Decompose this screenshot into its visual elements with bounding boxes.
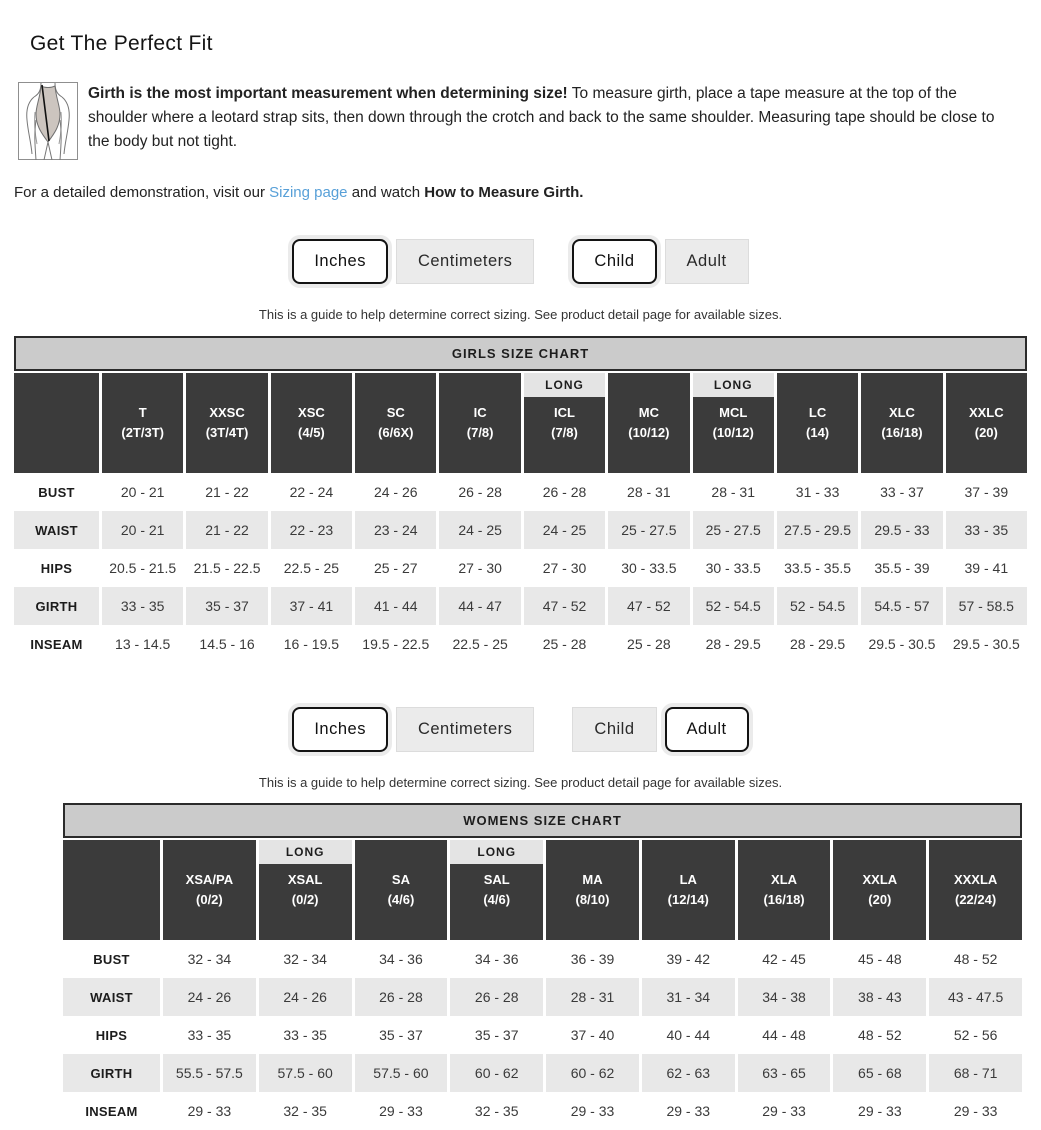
girls-guide-note: This is a guide to help determine correct sizing. See product detail page for available sizes.	[258, 307, 783, 322]
size-cell: 24 - 25	[524, 511, 605, 549]
size-name: XXLC	[968, 404, 1004, 420]
size-cell: 40 - 44	[642, 1016, 735, 1054]
size-cell: 33 - 35	[102, 587, 183, 625]
sizing-page-link[interactable]: Sizing page	[269, 184, 348, 201]
size-cell: 62 - 63	[642, 1054, 735, 1092]
size-cell: 28 - 31	[546, 978, 639, 1016]
long-badge: LONG	[450, 840, 543, 864]
long-badge: LONG	[693, 373, 774, 397]
size-cell: 21 - 22	[186, 473, 267, 511]
size-range: (14)	[806, 425, 830, 440]
header-cell-icl	[524, 373, 605, 473]
size-cell: 33 - 35	[163, 1016, 256, 1054]
size-range: (4/5)	[298, 425, 325, 440]
size-range: (16/18)	[881, 425, 923, 440]
size-cell: 29 - 33	[546, 1092, 639, 1130]
size-cell: 33 - 37	[861, 473, 942, 511]
size-cell: 25 - 27.5	[608, 511, 689, 549]
size-cell: 34 - 38	[738, 978, 831, 1016]
size-cell: 34 - 36	[450, 940, 543, 978]
size-range: (10/12)	[628, 425, 670, 440]
size-range: (16/18)	[763, 892, 805, 907]
size-range: (12/14)	[667, 892, 709, 907]
size-cell: 29.5 - 33	[861, 511, 942, 549]
demo-middle: and watch	[347, 184, 425, 201]
size-name: MA	[582, 871, 603, 887]
size-cell: 35 - 37	[186, 587, 267, 625]
size-cell: 29 - 33	[355, 1092, 448, 1130]
toggle-child-button[interactable]: Child	[572, 239, 656, 284]
size-name: MC	[638, 404, 659, 420]
size-range: (4/6)	[483, 892, 511, 907]
size-cell: 24 - 26	[163, 978, 256, 1016]
size-cell: 13 - 14.5	[102, 625, 183, 663]
size-cell: 21 - 22	[186, 511, 267, 549]
size-range: (22/24)	[955, 892, 997, 907]
size-range: (3T/4T)	[205, 425, 249, 440]
toggle-adult-button[interactable]: Adult	[665, 239, 749, 284]
toggle-adult-button[interactable]: Adult	[665, 707, 749, 752]
size-cell: 60 - 62	[546, 1054, 639, 1092]
girls-toggle-row	[0, 235, 1041, 287]
measure-row	[14, 549, 1027, 587]
row-label: BUST	[14, 473, 99, 511]
size-range: (2T/3T)	[121, 425, 164, 440]
measure-row	[63, 978, 1022, 1016]
size-range: (4/6)	[387, 892, 415, 907]
size-cell: 30 - 33.5	[693, 549, 774, 587]
size-cell: 55.5 - 57.5	[163, 1054, 256, 1092]
size-cell: 21.5 - 22.5	[186, 549, 267, 587]
size-cell: 26 - 28	[450, 978, 543, 1016]
header-cell-xxxla	[929, 840, 1022, 940]
page-title: Get The Perfect Fit	[30, 32, 213, 55]
size-range: (0/2)	[291, 892, 319, 907]
header-cell-lc	[777, 373, 858, 473]
girth-intro-section	[18, 82, 1023, 160]
size-cell: 26 - 28	[524, 473, 605, 511]
size-cell: 54.5 - 57	[861, 587, 942, 625]
header-cell-la	[642, 840, 735, 940]
size-cell: 25 - 28	[524, 625, 605, 663]
header-cell-xxlc	[946, 373, 1027, 473]
size-cell: 24 - 26	[259, 978, 352, 1016]
size-cell: 47 - 52	[524, 587, 605, 625]
size-cell: 63 - 65	[738, 1054, 831, 1092]
size-cell: 22.5 - 25	[271, 549, 352, 587]
size-cell: 35.5 - 39	[861, 549, 942, 587]
size-cell: 44 - 48	[738, 1016, 831, 1054]
size-cell: 28 - 31	[608, 473, 689, 511]
size-range: (7/8)	[551, 425, 578, 440]
size-cell: 35 - 37	[355, 1016, 448, 1054]
size-cell: 14.5 - 16	[186, 625, 267, 663]
size-cell: 52 - 54.5	[693, 587, 774, 625]
size-name: XSA/PA	[185, 871, 234, 887]
size-cell: 28 - 29.5	[777, 625, 858, 663]
measure-row	[63, 940, 1022, 978]
size-cell: 52 - 56	[929, 1016, 1022, 1054]
row-label: WAIST	[14, 511, 99, 549]
size-name: SAL	[483, 871, 510, 887]
size-cell: 26 - 28	[355, 978, 448, 1016]
size-cell: 22 - 24	[271, 473, 352, 511]
size-cell: 28 - 31	[693, 473, 774, 511]
size-range: (0/2)	[196, 892, 223, 907]
size-cell: 34 - 36	[355, 940, 448, 978]
measure-row	[14, 625, 1027, 663]
header-cell-xsal	[259, 840, 352, 940]
womens-guide-note: This is a guide to help determine correct sizing. See product detail page for available sizes.	[258, 775, 783, 790]
size-cell: 20.5 - 21.5	[102, 549, 183, 587]
size-cell: 43 - 47.5	[929, 978, 1022, 1016]
womens-size-chart	[63, 803, 1022, 1130]
size-name: ICL	[554, 404, 575, 420]
size-name: XSC	[298, 404, 325, 420]
toggle-inches-button[interactable]: Inches	[292, 707, 388, 752]
size-cell: 33.5 - 35.5	[777, 549, 858, 587]
size-range: (8/10)	[575, 892, 610, 907]
size-name: XLC	[888, 404, 915, 420]
header-cell-blank	[14, 373, 99, 473]
size-cell: 37 - 39	[946, 473, 1027, 511]
size-cell: 23 - 24	[355, 511, 436, 549]
chart-header-row	[14, 373, 1027, 473]
chart-header-row	[63, 840, 1022, 940]
size-cell: 25 - 27.5	[693, 511, 774, 549]
measure-row	[14, 511, 1027, 549]
size-cell: 32 - 35	[259, 1092, 352, 1130]
row-label: BUST	[63, 940, 160, 978]
size-cell: 68 - 71	[929, 1054, 1022, 1092]
long-badge: LONG	[259, 840, 352, 864]
size-name: XXLA	[862, 871, 898, 887]
size-cell: 52 - 54.5	[777, 587, 858, 625]
size-cell: 29 - 33	[929, 1092, 1022, 1130]
size-cell: 44 - 47	[439, 587, 520, 625]
size-cell: 29 - 33	[163, 1092, 256, 1130]
girth-intro-rest: To measure girth, place a tape measure at the top of the shoulder where a leotard strap sits, then down through the crotch and back to the same shoulder. Measuring tape should be close to the body but not tight.	[88, 85, 995, 151]
size-cell: 27 - 30	[524, 549, 605, 587]
size-cell: 24 - 25	[439, 511, 520, 549]
size-cell: 28 - 29.5	[693, 625, 774, 663]
size-range: (20)	[868, 892, 892, 907]
size-cell: 37 - 40	[546, 1016, 639, 1054]
size-cell: 26 - 28	[439, 473, 520, 511]
toggle-centimeters-button[interactable]: Centimeters	[396, 239, 534, 284]
size-cell: 39 - 41	[946, 549, 1027, 587]
toggle-child-button[interactable]: Child	[572, 707, 656, 752]
size-cell: 29 - 33	[738, 1092, 831, 1130]
size-name: XXSC	[209, 404, 245, 420]
size-cell: 37 - 41	[271, 587, 352, 625]
header-cell-sc	[355, 373, 436, 473]
size-name: XSAL	[287, 871, 323, 887]
size-name: MCL	[719, 404, 748, 420]
size-range: (10/12)	[712, 425, 754, 440]
measure-row	[63, 1092, 1022, 1130]
header-cell-xlc	[861, 373, 942, 473]
size-cell: 19.5 - 22.5	[355, 625, 436, 663]
size-cell: 45 - 48	[833, 940, 926, 978]
row-label: INSEAM	[63, 1092, 160, 1130]
womens-toggle-row	[0, 703, 1041, 755]
size-cell: 27 - 30	[439, 549, 520, 587]
size-cell: 16 - 19.5	[271, 625, 352, 663]
size-cell: 27.5 - 29.5	[777, 511, 858, 549]
size-cell: 57.5 - 60	[355, 1054, 448, 1092]
leotard-measure-icon	[18, 82, 78, 160]
header-cell-mc	[608, 373, 689, 473]
header-cell-t	[102, 373, 183, 473]
size-range: (6/6X)	[378, 425, 414, 440]
size-cell: 32 - 34	[259, 940, 352, 978]
measure-row	[14, 587, 1027, 625]
size-cell: 31 - 33	[777, 473, 858, 511]
header-cell-xxsc	[186, 373, 267, 473]
header-cell-mcl	[693, 373, 774, 473]
size-cell: 20 - 21	[102, 473, 183, 511]
size-cell: 48 - 52	[929, 940, 1022, 978]
size-name: LA	[679, 871, 697, 887]
size-cell: 30 - 33.5	[608, 549, 689, 587]
header-cell-sa	[355, 840, 448, 940]
size-cell: 36 - 39	[546, 940, 639, 978]
size-name: T	[138, 404, 147, 420]
girth-intro-bold: Girth is the most important measurement when determining size!	[88, 85, 568, 102]
size-cell: 57.5 - 60	[259, 1054, 352, 1092]
row-label: INSEAM	[14, 625, 99, 663]
header-cell-ma	[546, 840, 639, 940]
size-name: LC	[808, 404, 827, 420]
size-name: XXXLA	[953, 871, 998, 887]
chart-title: WOMENS SIZE CHART	[63, 803, 1022, 838]
row-label: GIRTH	[14, 587, 99, 625]
size-cell: 32 - 35	[450, 1092, 543, 1130]
header-cell-sal	[450, 840, 543, 940]
measure-row	[14, 473, 1027, 511]
size-cell: 39 - 42	[642, 940, 735, 978]
size-cell: 32 - 34	[163, 940, 256, 978]
size-cell: 31 - 34	[642, 978, 735, 1016]
size-cell: 25 - 27	[355, 549, 436, 587]
size-name: SC	[386, 404, 405, 420]
size-cell: 48 - 52	[833, 1016, 926, 1054]
header-cell-xxla	[833, 840, 926, 940]
size-cell: 42 - 45	[738, 940, 831, 978]
girls-size-chart	[14, 336, 1027, 663]
measure-row	[63, 1054, 1022, 1092]
size-range: (7/8)	[466, 425, 494, 440]
size-cell: 25 - 28	[608, 625, 689, 663]
size-cell: 65 - 68	[833, 1054, 926, 1092]
row-label: HIPS	[14, 549, 99, 587]
size-cell: 33 - 35	[259, 1016, 352, 1054]
size-name: IC	[473, 404, 487, 420]
header-cell-ic	[439, 373, 520, 473]
size-cell: 57 - 58.5	[946, 587, 1027, 625]
header-cell-blank	[63, 840, 160, 940]
size-cell: 29.5 - 30.5	[946, 625, 1027, 663]
toggle-centimeters-button[interactable]: Centimeters	[396, 707, 534, 752]
row-label: HIPS	[63, 1016, 160, 1054]
size-name: SA	[391, 871, 410, 887]
demo-prefix: For a detailed demonstration, visit our	[14, 184, 270, 201]
size-cell: 33 - 35	[946, 511, 1027, 549]
size-cell: 24 - 26	[355, 473, 436, 511]
toggle-inches-button[interactable]: Inches	[292, 239, 388, 284]
chart-title: GIRLS SIZE CHART	[14, 336, 1027, 371]
long-badge: LONG	[524, 373, 605, 397]
size-cell: 35 - 37	[450, 1016, 543, 1054]
demo-bold: How to Measure Girth.	[424, 184, 584, 201]
header-cell-xsc	[271, 373, 352, 473]
header-cell-xla	[738, 840, 831, 940]
size-cell: 41 - 44	[355, 587, 436, 625]
size-cell: 22 - 23	[271, 511, 352, 549]
size-cell: 22.5 - 25	[439, 625, 520, 663]
size-cell: 20 - 21	[102, 511, 183, 549]
size-cell: 29 - 33	[833, 1092, 926, 1130]
demo-line	[14, 184, 1041, 201]
size-cell: 29.5 - 30.5	[861, 625, 942, 663]
row-label: WAIST	[63, 978, 160, 1016]
size-cell: 38 - 43	[833, 978, 926, 1016]
size-cell: 60 - 62	[450, 1054, 543, 1092]
size-cell: 47 - 52	[608, 587, 689, 625]
header-cell-xsapa	[163, 840, 256, 940]
size-name: XLA	[771, 871, 798, 887]
measure-row	[63, 1016, 1022, 1054]
girth-intro-paragraph	[88, 82, 1023, 154]
row-label: GIRTH	[63, 1054, 160, 1092]
size-range: (20)	[974, 425, 998, 440]
size-cell: 29 - 33	[642, 1092, 735, 1130]
